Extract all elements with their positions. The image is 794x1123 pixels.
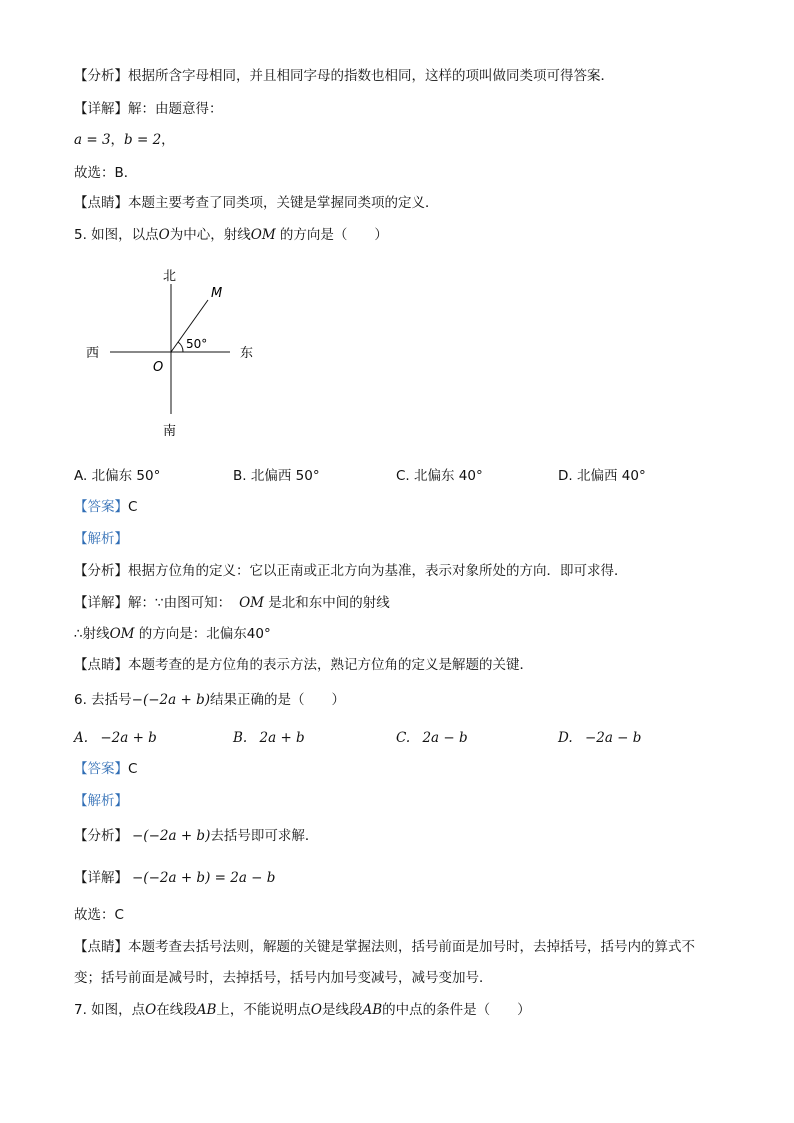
compass-figure [80,262,280,442]
option-label: C. [396,730,411,746]
q5-stem-OM: OM [250,227,276,243]
q5-jiexi-tag: 【解析】 [74,531,128,547]
q5-option-c[interactable] [396,467,483,485]
q4-equation [74,131,175,149]
option-text: −2a − b [584,730,642,746]
label-east: 东 [240,346,254,361]
q6-comment-1: 【点睛】本题考查去括号法则，解题的关键是掌握法则，括号前面是加号时，去掉括号，括号内的算式不 [74,939,695,955]
answer-value: C [128,761,138,777]
detail-OM: OM [239,595,264,611]
q5-comment: 【点睛】本题考查的是方位角的表示方法，熟记方位角的定义是解题的关键． [74,657,533,673]
option-text: 北偏东 50° [91,468,161,484]
q6-jiexi-tag: 【解析】 [74,793,128,809]
q7-stem-mid2: 上，不能说明点 [216,1002,311,1018]
q7-stem-AB: AB [196,1002,217,1018]
q5-stem [74,226,388,244]
q6-comment-2: 变；括号前面是减号时，去掉括号，括号内加号变减号，减号变加号． [74,970,493,986]
answer-tag: 【答案】 [74,499,128,515]
option-text: 2a + b [259,730,305,746]
q4-analysis: 【分析】根据所含字母相同，并且相同字母的指数也相同，这样的项叫做同类项可得答案． [74,68,614,84]
q4-comment: 【点睛】本题主要考查了同类项，关键是掌握同类项的定义． [74,195,439,211]
q4-detail: 【详解】解：由题意得： [74,101,223,117]
q5-stem-pre: 5. 如图，以点 [74,227,159,243]
option-text: 北偏西 40° [576,468,646,484]
q7-stem-post: 的中点的条件是（ ） [382,1002,531,1018]
analysis-expr: −(−2a + b) [132,828,211,844]
q5-therefore [74,625,271,643]
q6-stem-post: 结果正确的是（ ） [210,692,346,708]
label-west: 西 [86,346,100,361]
detail-post: 是北和东中间的射线 [263,595,390,611]
detail-pre: 【详解】 [74,870,128,886]
q6-stem [74,691,345,709]
answer-tag: 【答案】 [74,761,128,777]
q5-stem-mid: 为中心，射线 [169,227,251,243]
eq-a: a = 3 [74,132,111,148]
eq-b: b = 2 [124,132,162,148]
q6-stem-pre: 6. 去括号 [74,692,132,708]
q7-stem [74,1001,531,1019]
q6-option-d[interactable] [558,729,641,747]
therefore-post: 的方向是：北偏东40° [134,626,271,642]
q7-stem-AB2: AB [362,1002,383,1018]
q5-stem-post: 的方向是（ ） [275,227,388,243]
option-label: D. [558,730,573,746]
option-text: 北偏西 50° [250,468,320,484]
q7-stem-mid3: 是线段 [322,1002,363,1018]
q6-choice: 故选：C [74,907,124,923]
q7-stem-O2: O [310,1002,322,1018]
detail-expr: −(−2a + b) = 2a − b [132,870,276,886]
angle-arc [178,342,183,352]
label-south: 南 [163,424,177,439]
q7-stem-mid: 在线段 [156,1002,197,1018]
q6-detail [74,869,275,887]
q6-option-b[interactable] [233,729,305,747]
therefore-OM: OM [109,626,135,642]
therefore-pre: ∴射线 [74,626,110,642]
q5-option-d[interactable] [558,467,646,485]
q6-option-a[interactable] [74,729,157,747]
q5-option-b[interactable] [233,467,320,485]
option-label: B. [233,468,247,484]
option-label: A. [74,468,88,484]
q5-answer [74,498,137,516]
option-text: −2a + b [100,730,157,746]
q7-stem-pre: 7. 如图，点 [74,1002,146,1018]
q5-option-a[interactable] [74,467,160,485]
q5-analysis: 【分析】根据方位角的定义：它以正南或正北方向为基准，表示对象所处的方向．即可求得． [74,563,628,579]
label-M: M [211,286,223,301]
analysis-pre: 【分析】 [74,828,128,844]
label-angle: 50° [186,337,208,351]
eq-sep: ， [110,132,125,148]
option-label: B. [233,730,248,746]
q7-stem-O: O [145,1002,157,1018]
option-label: C. [396,468,410,484]
option-label: D. [558,468,573,484]
option-text: 2a − b [422,730,468,746]
q6-answer [74,760,137,778]
label-north: 北 [163,269,177,284]
q5-stem-O: O [158,227,170,243]
eq-end: ， [161,132,175,148]
q6-option-c[interactable] [396,729,468,747]
q4-choice: 故选：B． [74,165,138,181]
option-text: 北偏东 40° [414,468,483,484]
label-O: O [153,360,164,375]
answer-value: C [128,499,138,515]
q6-stem-expr: −(−2a + b) [131,692,211,708]
option-label: A. [74,730,89,746]
q5-detail [74,594,390,612]
analysis-post: 去括号即可求解． [210,828,319,844]
q6-analysis [74,827,318,845]
detail-pre: 【详解】解：∵由图可知： [74,595,232,611]
